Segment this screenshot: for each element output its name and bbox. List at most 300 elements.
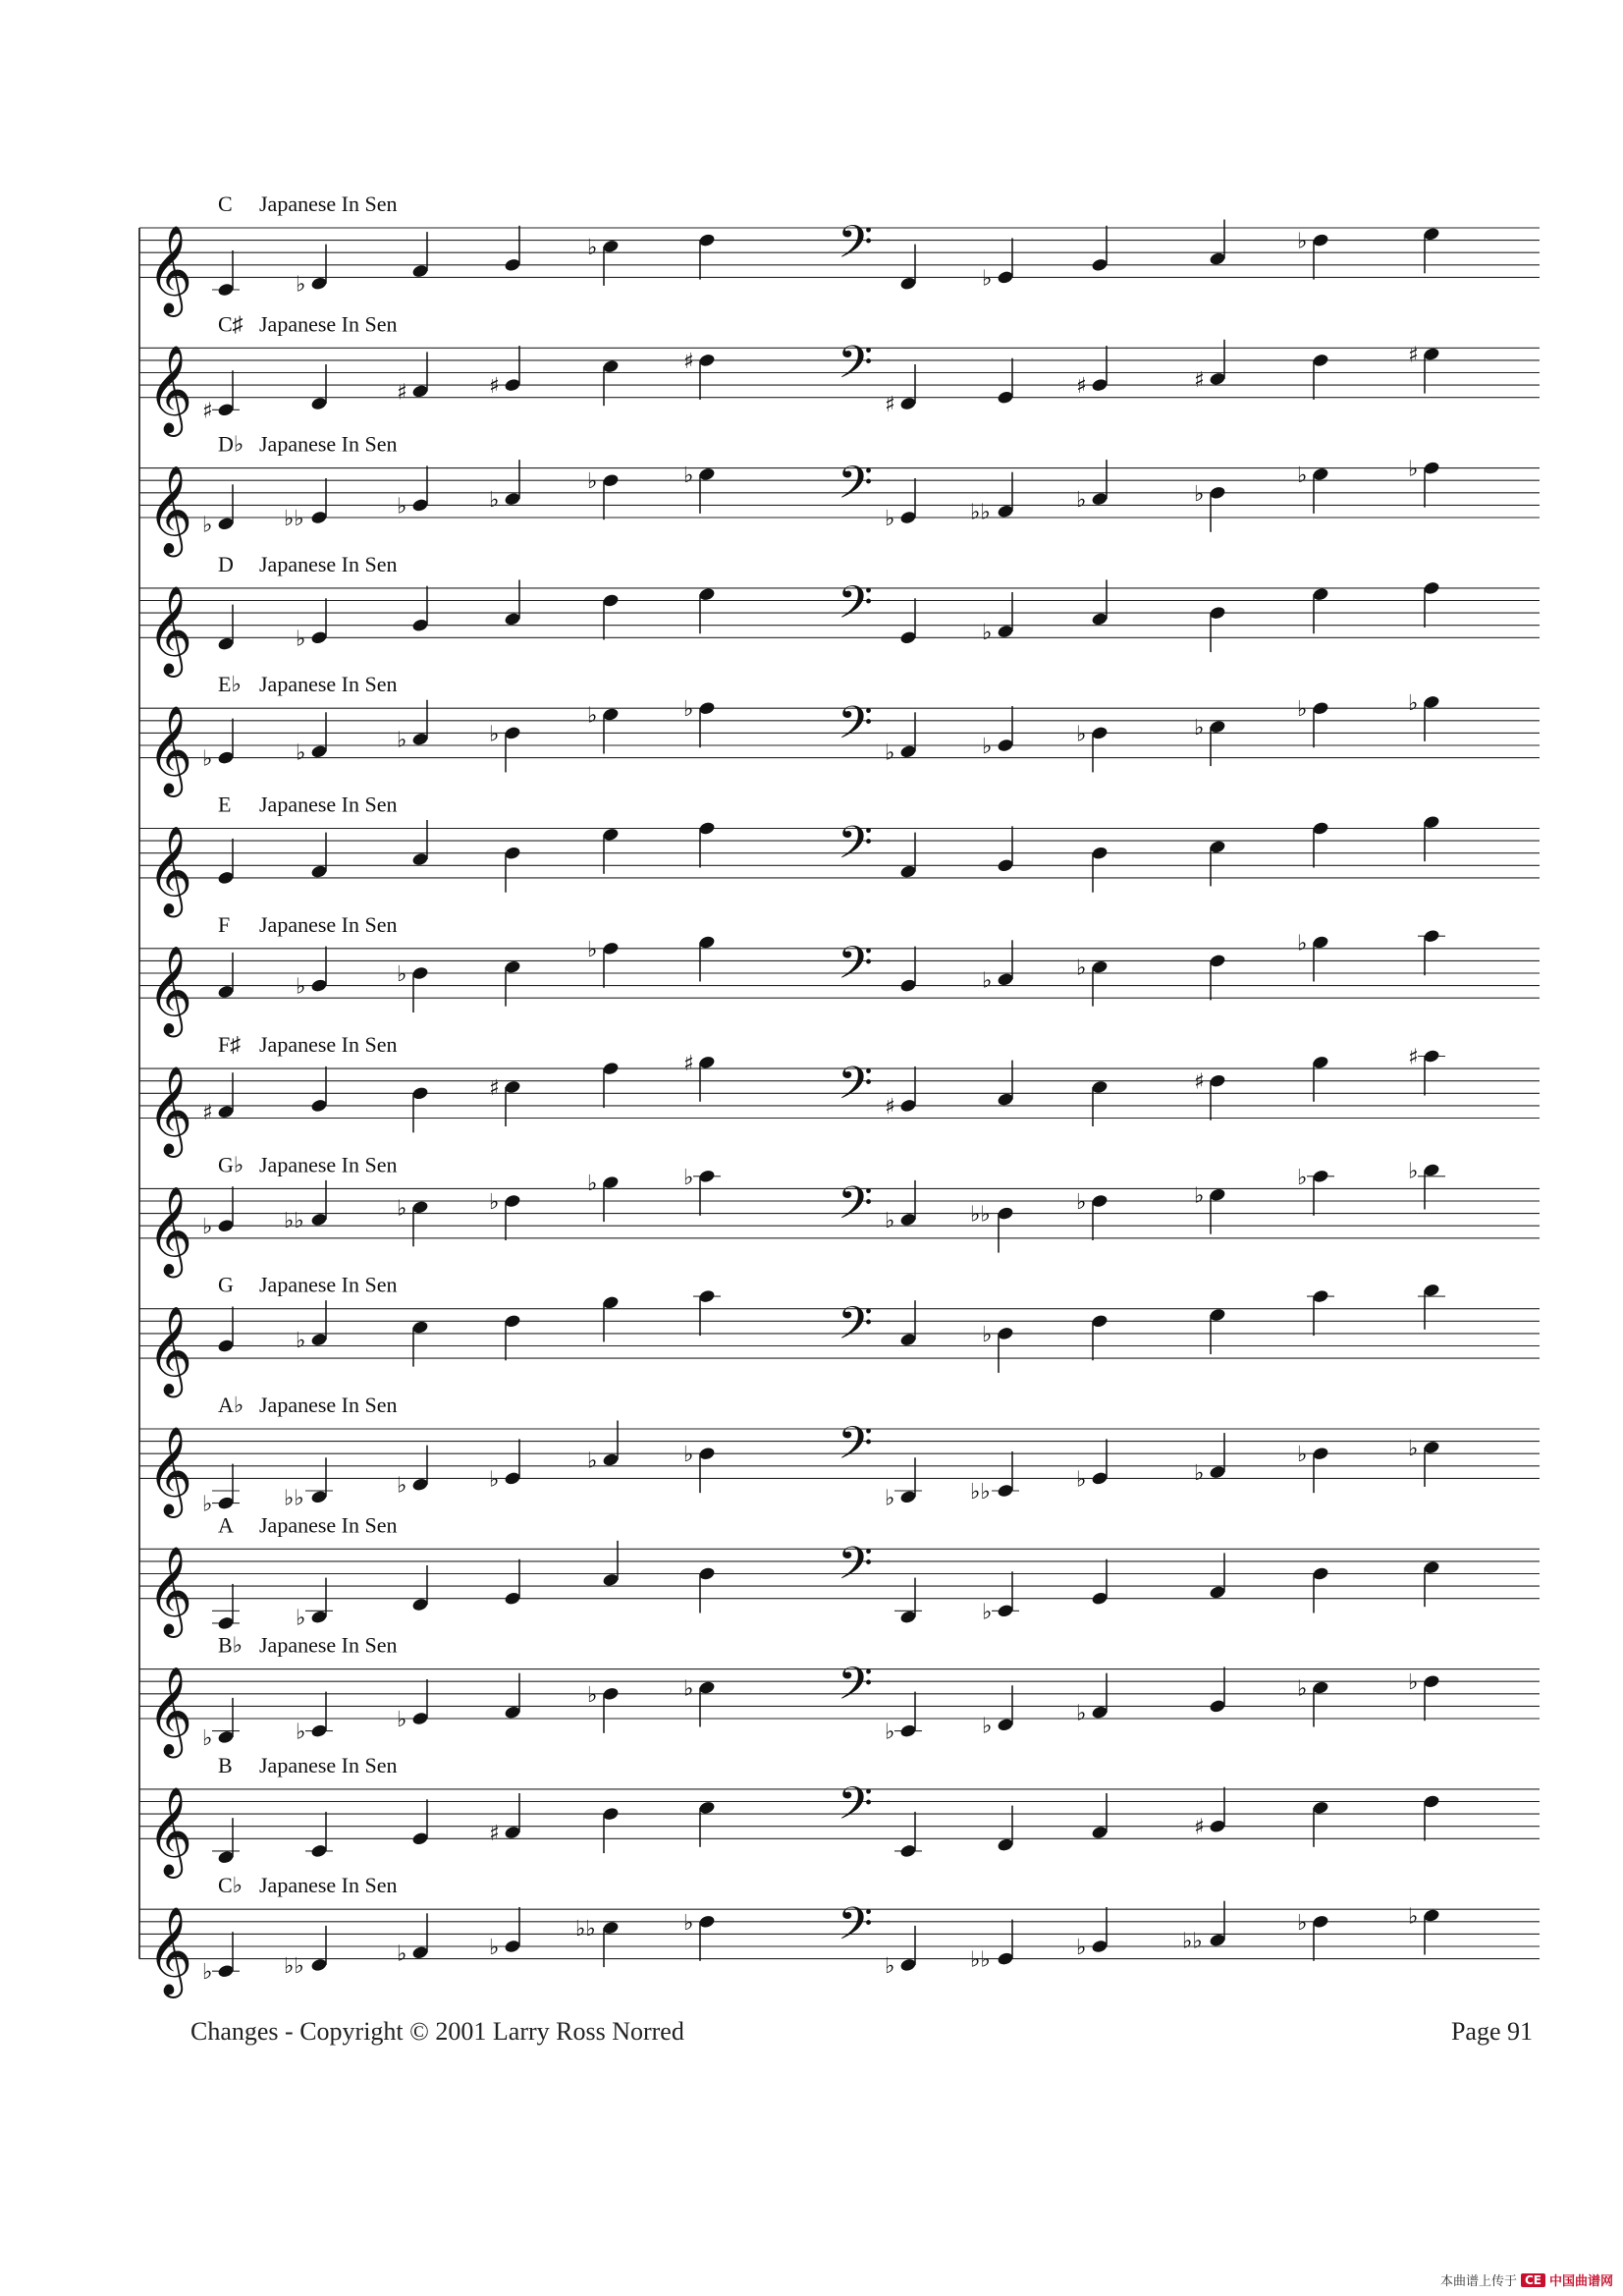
note xyxy=(899,1300,917,1347)
staff-row xyxy=(139,1152,1540,1278)
staff-row xyxy=(139,1273,1540,1398)
note xyxy=(997,358,1014,406)
staff-row xyxy=(139,311,1540,437)
staff-row xyxy=(139,432,1540,558)
bass-clef: 𝄢 xyxy=(838,1417,874,1482)
bass-clef: 𝄢 xyxy=(838,216,874,281)
note xyxy=(411,820,429,867)
note xyxy=(1408,1160,1445,1210)
note xyxy=(1408,458,1440,508)
note xyxy=(1297,1911,1329,1961)
note xyxy=(310,1066,328,1114)
note xyxy=(602,359,620,407)
note xyxy=(1408,344,1440,394)
note xyxy=(587,236,620,286)
flat-sign: ♭ xyxy=(587,703,598,729)
note xyxy=(602,1541,620,1588)
note xyxy=(1091,226,1109,273)
note xyxy=(698,935,716,982)
flat-sign: ♭ xyxy=(1297,229,1308,254)
treble-clef: 𝄞 xyxy=(147,1185,193,1275)
staff-row xyxy=(139,191,1540,317)
note xyxy=(1209,1307,1226,1354)
note xyxy=(411,1799,429,1846)
note xyxy=(587,1683,620,1733)
note xyxy=(489,1190,521,1240)
note xyxy=(217,605,235,652)
note xyxy=(411,586,429,633)
note xyxy=(683,1911,716,1961)
note xyxy=(1307,1288,1334,1336)
watermark-text: 本曲谱上传于 xyxy=(1439,2274,1517,2289)
note xyxy=(1297,464,1329,514)
watermark-logo: CE xyxy=(1521,2273,1545,2287)
treble-clef: 𝄞 xyxy=(147,825,193,914)
scale-name: Japanese In Sen xyxy=(259,1032,398,1058)
note xyxy=(305,1812,333,1859)
note xyxy=(1209,1553,1226,1600)
note xyxy=(504,1559,521,1607)
flat-sign: ♭ xyxy=(489,722,500,747)
bass-clef: 𝄢 xyxy=(838,576,874,641)
note xyxy=(202,1464,240,1517)
sharp-sign: ♯ xyxy=(489,1076,500,1101)
note xyxy=(411,1565,429,1613)
bass-clef: 𝄢 xyxy=(838,816,874,881)
scale-name: Japanese In Sen xyxy=(259,911,398,937)
scale-label xyxy=(218,552,398,576)
note xyxy=(1091,1559,1109,1607)
note xyxy=(1297,1443,1329,1493)
note xyxy=(217,1307,235,1354)
flat-sign: ♭ xyxy=(1408,1670,1419,1696)
note xyxy=(1297,230,1329,280)
staff-row xyxy=(139,1753,1540,1879)
flat-sign: ♭ xyxy=(1194,716,1205,741)
staff-row xyxy=(139,552,1540,678)
flat-sign: ♭ xyxy=(587,937,598,962)
scale-label xyxy=(218,1633,398,1658)
flat-sign: ♭ xyxy=(296,1606,306,1631)
flat-sign: ♭ xyxy=(683,1443,694,1468)
sharp-sign: ♯ xyxy=(1076,374,1087,400)
note xyxy=(217,953,235,1000)
note xyxy=(683,1443,716,1493)
sharp-sign: ♯ xyxy=(202,399,213,424)
flat-sign: ♭ xyxy=(1076,488,1087,514)
double-flat-sign: ♭♭ xyxy=(970,1480,991,1504)
sharp-sign: ♯ xyxy=(885,1094,895,1120)
key-name: C♭ xyxy=(218,1873,243,1898)
flat-sign: ♭ xyxy=(1408,1159,1419,1184)
bass-clef: 𝄢 xyxy=(838,696,874,761)
key-name: G xyxy=(218,1272,234,1297)
staff-row xyxy=(139,1633,1540,1759)
note xyxy=(997,826,1014,873)
note xyxy=(683,697,716,747)
note xyxy=(504,1314,521,1361)
note xyxy=(587,704,620,754)
note xyxy=(1297,1166,1334,1216)
scale-label xyxy=(218,912,398,937)
note xyxy=(1408,1046,1445,1096)
key-name: F♯ xyxy=(218,1032,242,1058)
scale-name: Japanese In Sen xyxy=(259,551,398,576)
note xyxy=(504,226,521,273)
note xyxy=(602,1061,620,1108)
bass-clef: 𝄢 xyxy=(838,456,874,520)
flat-sign: ♭ xyxy=(202,746,213,772)
sharp-sign: ♯ xyxy=(489,374,500,400)
key-name: A♭ xyxy=(218,1393,244,1417)
note xyxy=(683,350,716,400)
scale-name: Japanese In Sen xyxy=(259,1152,398,1177)
note xyxy=(489,1076,521,1126)
flat-sign: ♭ xyxy=(1297,1676,1308,1702)
flat-sign: ♭ xyxy=(202,1215,213,1240)
note xyxy=(602,1295,620,1342)
note xyxy=(1297,697,1329,747)
flat-sign: ♭ xyxy=(982,266,993,292)
note xyxy=(1076,957,1109,1007)
flat-sign: ♭ xyxy=(1076,1936,1087,1960)
note xyxy=(504,1673,521,1721)
page-number: Page 91 xyxy=(1450,2017,1533,2046)
note xyxy=(587,938,620,988)
flat-sign: ♭ xyxy=(1297,931,1308,957)
treble-clef: 𝄞 xyxy=(147,1426,193,1515)
note xyxy=(1076,1190,1109,1240)
flat-sign: ♭ xyxy=(489,488,500,514)
sharp-sign: ♯ xyxy=(202,1101,213,1126)
scale-label xyxy=(218,1032,398,1057)
sharp-sign: ♯ xyxy=(489,1822,500,1846)
note xyxy=(504,959,521,1007)
staff-row xyxy=(139,1873,1540,1998)
note xyxy=(1091,846,1109,893)
bass-clef: 𝄢 xyxy=(838,937,874,1001)
watermark-site: 中国曲谱网 xyxy=(1548,2274,1613,2289)
scale-label xyxy=(218,1873,398,1897)
flat-sign: ♭ xyxy=(683,1165,694,1190)
flat-sign: ♭ xyxy=(683,697,694,723)
flat-sign: ♭ xyxy=(587,235,598,260)
bass-clef: 𝄢 xyxy=(838,1537,874,1602)
staff-row xyxy=(139,1512,1540,1638)
note xyxy=(1408,1437,1440,1487)
note xyxy=(212,1584,240,1631)
flat-sign: ♭ xyxy=(296,272,306,298)
scale-name: Japanese In Sen xyxy=(259,1752,398,1777)
note xyxy=(1297,1677,1329,1727)
key-name: E xyxy=(218,792,232,817)
bass-clef: 𝄢 xyxy=(838,1296,874,1361)
note xyxy=(1209,840,1226,887)
scale-label xyxy=(218,311,398,336)
double-flat-sign: ♭♭ xyxy=(284,507,304,531)
note xyxy=(1194,716,1226,766)
treble-clef: 𝄞 xyxy=(147,946,193,1035)
flat-sign: ♭ xyxy=(587,1172,598,1197)
bass-clef: 𝄢 xyxy=(838,336,874,401)
note xyxy=(411,1320,429,1367)
note xyxy=(310,364,328,411)
flat-sign: ♭ xyxy=(1076,1701,1087,1726)
note xyxy=(1312,821,1329,868)
treble-clef: 𝄞 xyxy=(147,1066,193,1155)
treble-clef: 𝄞 xyxy=(147,705,193,794)
bass-clef: 𝄢 xyxy=(838,1657,874,1722)
note xyxy=(1423,1794,1440,1841)
staff-row xyxy=(139,672,1540,797)
flat-sign: ♭ xyxy=(885,507,895,531)
flat-sign: ♭ xyxy=(683,463,694,488)
note xyxy=(1418,929,1445,976)
flat-sign: ♭ xyxy=(1194,1183,1205,1209)
scale-label xyxy=(218,1512,398,1537)
flat-sign: ♭ xyxy=(982,1322,993,1347)
flat-sign: ♭ xyxy=(982,968,993,994)
note xyxy=(1194,1184,1226,1234)
bass-clef: 𝄢 xyxy=(838,1176,874,1241)
key-name: D xyxy=(218,551,234,576)
note xyxy=(698,1566,716,1613)
note xyxy=(899,833,917,880)
flat-sign: ♭ xyxy=(587,469,598,495)
note xyxy=(693,1288,721,1336)
note xyxy=(1408,1670,1440,1721)
scale-label xyxy=(218,793,398,817)
key-name: B xyxy=(218,1752,233,1777)
scale-name: Japanese In Sen xyxy=(259,1512,398,1538)
flat-sign: ♭ xyxy=(296,1720,306,1745)
treble-clef: 𝄞 xyxy=(147,585,193,675)
double-flat-sign: ♭♭ xyxy=(284,1486,304,1511)
scale-name: Japanese In Sen xyxy=(259,792,398,817)
flat-sign: ♭ xyxy=(1408,690,1419,716)
sharp-sign: ♯ xyxy=(1194,1815,1205,1840)
scale-label xyxy=(218,432,398,457)
note xyxy=(1418,1283,1445,1330)
flat-sign: ♭ xyxy=(397,962,407,987)
note xyxy=(698,233,716,280)
flat-sign: ♭ xyxy=(296,974,306,1000)
sharp-sign: ♯ xyxy=(885,393,895,417)
note xyxy=(504,579,521,627)
staff-row xyxy=(139,912,1540,1038)
note xyxy=(899,947,917,994)
flat-sign: ♭ xyxy=(683,1910,694,1936)
scale-name: Japanese In Sen xyxy=(259,672,398,697)
flat-sign: ♭ xyxy=(202,1725,213,1751)
double-flat-sign: ♭♭ xyxy=(575,1917,596,1942)
note xyxy=(575,1917,620,1967)
note xyxy=(1091,1793,1109,1840)
note xyxy=(894,1812,922,1859)
flat-sign: ♭ xyxy=(885,1720,895,1745)
flat-sign: ♭ xyxy=(587,1449,598,1474)
note xyxy=(698,1800,716,1847)
flat-sign: ♭ xyxy=(397,1196,407,1222)
note xyxy=(1076,722,1109,772)
flat-sign: ♭ xyxy=(202,1960,213,1986)
treble-clef: 𝄞 xyxy=(147,465,193,554)
note xyxy=(1209,220,1226,267)
bass-clef: 𝄢 xyxy=(838,1897,874,1962)
note xyxy=(698,821,716,868)
scale-name: Japanese In Sen xyxy=(259,191,398,216)
flat-sign: ♭ xyxy=(982,1714,993,1739)
double-flat-sign: ♭♭ xyxy=(970,1202,991,1228)
note xyxy=(982,1323,1014,1373)
note xyxy=(212,250,240,298)
flat-sign: ♭ xyxy=(397,728,407,753)
note xyxy=(1423,227,1440,274)
note xyxy=(1091,1079,1109,1126)
note xyxy=(602,827,620,874)
treble-clef: 𝄞 xyxy=(147,1667,193,1755)
note xyxy=(587,469,620,519)
scale-name: Japanese In Sen xyxy=(259,431,398,457)
scale-name: Japanese In Sen xyxy=(259,311,398,337)
note xyxy=(1312,1055,1329,1102)
flat-sign: ♭ xyxy=(397,1473,407,1499)
staff-row xyxy=(139,1393,1540,1518)
treble-clef: 𝄞 xyxy=(147,225,193,314)
note xyxy=(1423,1560,1440,1608)
flat-sign: ♭ xyxy=(296,1329,306,1354)
flat-sign: ♭ xyxy=(296,627,306,652)
sharp-sign: ♯ xyxy=(1194,367,1205,393)
sharp-sign: ♯ xyxy=(1408,343,1419,368)
flat-sign: ♭ xyxy=(1297,1910,1308,1936)
flat-sign: ♭ xyxy=(885,1953,895,1979)
scale-name: Japanese In Sen xyxy=(259,1873,398,1898)
key-name: B♭ xyxy=(218,1632,243,1658)
note xyxy=(411,1086,429,1133)
flat-sign: ♭ xyxy=(489,1190,500,1215)
note xyxy=(310,833,328,880)
double-flat-sign: ♭♭ xyxy=(970,1947,991,1973)
flat-sign: ♭ xyxy=(1194,481,1205,507)
flat-sign: ♭ xyxy=(397,494,407,519)
scale-label xyxy=(218,672,398,696)
note xyxy=(1091,579,1109,627)
flat-sign: ♭ xyxy=(202,1492,213,1517)
note xyxy=(602,1806,620,1853)
flat-sign: ♭ xyxy=(885,1208,895,1233)
note xyxy=(1423,815,1440,862)
flat-sign: ♭ xyxy=(489,1936,500,1960)
flat-sign: ♭ xyxy=(982,1600,993,1625)
scale-name: Japanese In Sen xyxy=(259,1632,398,1658)
note xyxy=(217,839,235,886)
double-flat-sign: ♭♭ xyxy=(284,1208,304,1233)
flat-sign: ♭ xyxy=(1297,1165,1308,1190)
treble-clef: 𝄞 xyxy=(147,1786,193,1876)
flat-sign: ♭ xyxy=(1408,457,1419,482)
note xyxy=(411,232,429,279)
flat-sign: ♭ xyxy=(397,1941,407,1967)
note xyxy=(489,722,521,772)
note xyxy=(1312,1800,1329,1847)
flat-sign: ♭ xyxy=(1297,697,1308,723)
note xyxy=(997,1806,1014,1853)
note xyxy=(504,846,521,893)
scale-label xyxy=(218,191,398,216)
note xyxy=(397,962,429,1012)
key-name: G♭ xyxy=(218,1152,244,1177)
staff-row xyxy=(139,793,1540,918)
flat-sign: ♭ xyxy=(397,1708,407,1732)
flat-sign: ♭ xyxy=(489,1467,500,1493)
key-name: A xyxy=(218,1512,234,1538)
bass-clef: 𝄢 xyxy=(838,1057,874,1121)
note xyxy=(698,587,716,634)
scale-name: Japanese In Sen xyxy=(259,1393,398,1417)
note xyxy=(970,1203,1014,1253)
note xyxy=(894,1578,922,1625)
note xyxy=(899,245,917,292)
key-name: E♭ xyxy=(218,672,242,697)
scale-label xyxy=(218,1393,398,1417)
flat-sign: ♭ xyxy=(1194,1461,1205,1487)
flat-sign: ♭ xyxy=(1297,1443,1308,1468)
note xyxy=(899,598,917,645)
note xyxy=(1091,1314,1109,1361)
note xyxy=(683,1052,716,1102)
note xyxy=(683,464,716,514)
note xyxy=(997,1061,1014,1108)
treble-clef: 𝄞 xyxy=(147,1546,193,1635)
note xyxy=(1209,954,1226,1001)
treble-clef: 𝄞 xyxy=(147,1906,193,1995)
flat-sign: ♭ xyxy=(683,1676,694,1702)
key-name: D♭ xyxy=(218,431,244,457)
note xyxy=(1312,353,1329,400)
note xyxy=(602,593,620,640)
scale-label xyxy=(218,1273,398,1297)
note xyxy=(1312,587,1329,634)
flat-sign: ♭ xyxy=(1076,1467,1087,1493)
note xyxy=(1408,1905,1440,1955)
note xyxy=(1209,605,1226,652)
sharp-sign: ♯ xyxy=(1194,1069,1205,1095)
treble-clef: 𝄞 xyxy=(147,1306,193,1395)
flat-sign: ♭ xyxy=(982,735,993,759)
flat-sign: ♭ xyxy=(1408,1904,1419,1930)
double-flat-sign: ♭♭ xyxy=(1182,1929,1203,1954)
note xyxy=(587,1172,620,1222)
bass-clef: 𝄢 xyxy=(838,1777,874,1842)
key-name: C xyxy=(218,191,233,216)
watermark xyxy=(1440,2270,1613,2289)
flat-sign: ♭ xyxy=(202,513,213,538)
flat-sign: ♭ xyxy=(885,740,895,766)
note xyxy=(1408,691,1440,741)
note xyxy=(683,1166,721,1216)
scale-label xyxy=(218,1152,398,1176)
flat-sign: ♭ xyxy=(587,1682,598,1708)
flat-sign: ♭ xyxy=(1297,463,1308,488)
sharp-sign: ♯ xyxy=(397,380,407,406)
sharp-sign: ♯ xyxy=(1408,1045,1419,1070)
note xyxy=(1297,932,1329,982)
flat-sign: ♭ xyxy=(1076,1190,1087,1215)
key-name: C♯ xyxy=(218,311,243,337)
treble-clef: 𝄞 xyxy=(147,345,193,434)
staff-row xyxy=(139,1032,1540,1158)
